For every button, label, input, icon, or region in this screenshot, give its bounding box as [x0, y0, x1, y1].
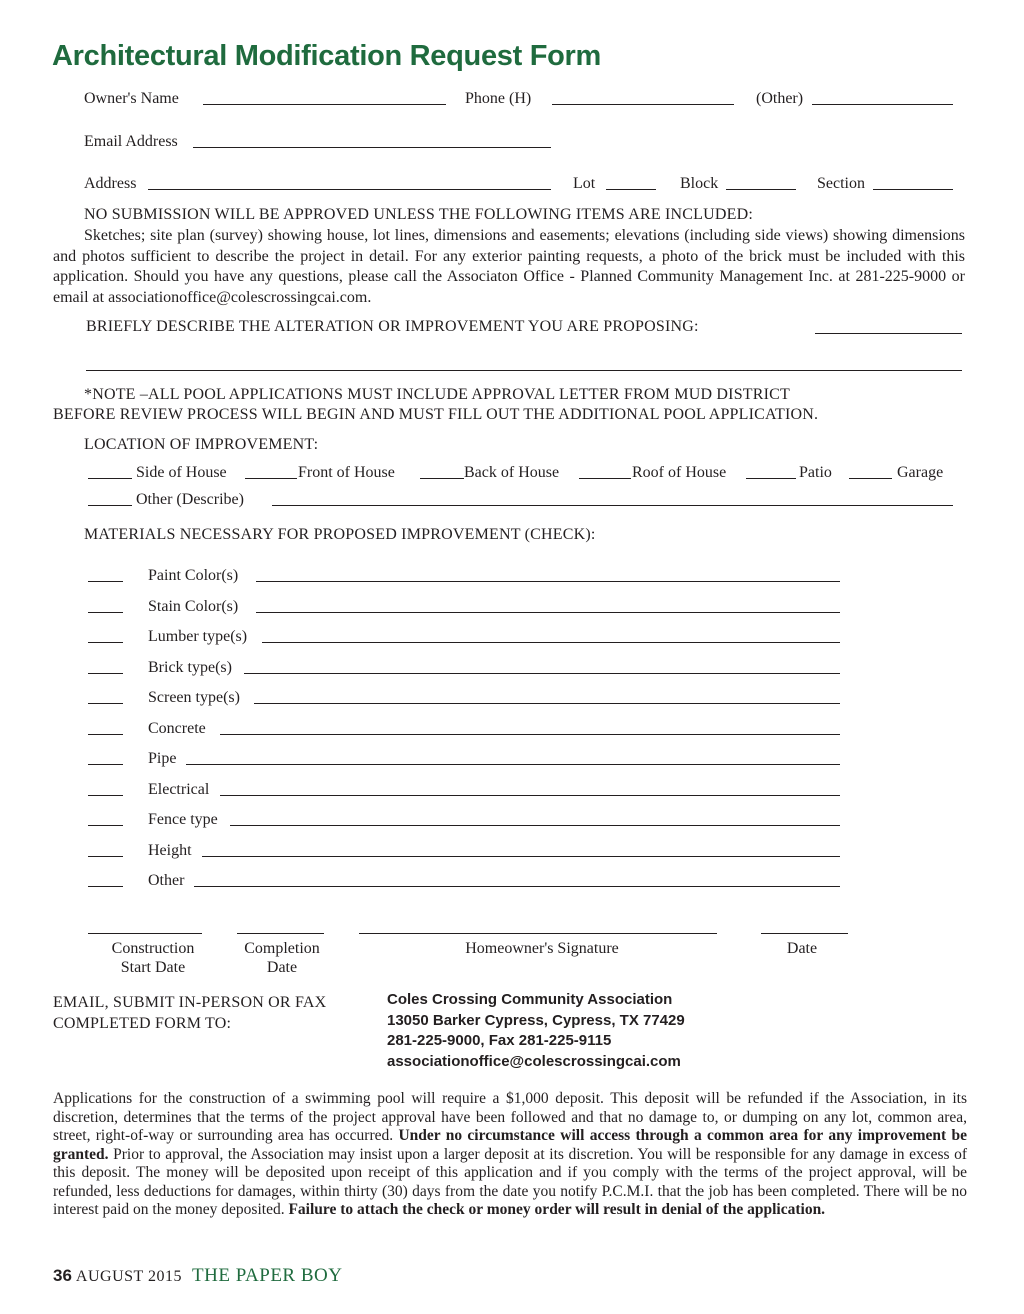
location-other-field[interactable] — [272, 505, 953, 506]
location-garage-label: Garage — [897, 464, 944, 481]
describe-field-1[interactable] — [815, 333, 962, 334]
location-back-label: Back of House — [464, 464, 560, 481]
material-check-fence[interactable] — [88, 825, 123, 826]
material-field-screen[interactable] — [254, 703, 840, 704]
requirements-heading: NO SUBMISSION WILL BE APPROVED UNLESS THE FOLLOWING ITEMS ARE INCLUDED: — [84, 206, 754, 223]
material-check-concrete[interactable] — [88, 734, 123, 735]
form-title: Architectural Modification Request Form — [52, 40, 602, 72]
deposit-terms-bold2: Failure to attach the check or money order will result in denial of the application. — [288, 1201, 826, 1218]
construction-start-date-label: Construction Start Date — [111, 940, 195, 976]
material-label-pipe: Pipe — [148, 750, 177, 767]
material-label-height: Height — [148, 842, 192, 859]
material-field-paint[interactable] — [256, 581, 840, 582]
describe-label: BRIEFLY DESCRIBE THE ALTERATION OR IMPROVEMENT YOU ARE PROPOSING: — [86, 318, 699, 335]
other-phone-field[interactable] — [812, 104, 953, 105]
location-check-back[interactable] — [420, 478, 464, 479]
page-number: 36 — [53, 1266, 72, 1285]
material-field-electrical[interactable] — [220, 795, 840, 796]
phone-field[interactable] — [552, 104, 734, 105]
material-field-pipe[interactable] — [186, 764, 840, 765]
location-check-side[interactable] — [88, 478, 132, 479]
material-check-brick[interactable] — [88, 673, 123, 674]
deposit-terms — [53, 1090, 967, 1220]
owner-name-field[interactable] — [203, 104, 446, 105]
material-check-stain[interactable] — [88, 612, 123, 613]
material-label-screen: Screen type(s) — [148, 689, 240, 706]
material-label-lumber: Lumber type(s) — [148, 628, 248, 645]
magazine-name: THE PAPER BOY — [192, 1265, 343, 1286]
signature-date-field[interactable] — [761, 933, 848, 934]
material-field-lumber[interactable] — [262, 642, 840, 643]
material-field-brick[interactable] — [244, 673, 840, 674]
material-check-other[interactable] — [88, 886, 123, 887]
contact-phone: 281-225-9000, Fax 281-225-9115 — [387, 1032, 612, 1049]
location-patio-label: Patio — [799, 464, 832, 481]
submit-instructions: EMAIL, SUBMIT IN-PERSON OR FAX COMPLETED FORM TO: — [53, 994, 327, 1032]
other-phone-label: (Other) — [756, 90, 804, 107]
material-label-concrete: Concrete — [148, 720, 206, 737]
address-label: Address — [84, 175, 137, 192]
material-check-lumber[interactable] — [88, 642, 123, 643]
block-field[interactable] — [726, 189, 796, 190]
location-side-label: Side of House — [136, 464, 227, 481]
email-label: Email Address — [84, 133, 178, 150]
pool-note-line2: BEFORE REVIEW PROCESS WILL BEGIN AND MUST FILL OUT THE ADDITIONAL POOL APPLICATION. — [53, 406, 819, 423]
email-field[interactable] — [193, 147, 551, 148]
material-field-other[interactable] — [194, 886, 840, 887]
materials-heading: MATERIALS NECESSARY FOR PROPOSED IMPROVEMENT (CHECK): — [84, 526, 596, 543]
contact-org: Coles Crossing Community Association — [387, 991, 673, 1008]
describe-field-2[interactable] — [86, 370, 962, 371]
completion-date-field[interactable] — [237, 933, 324, 934]
location-front-label: Front of House — [298, 464, 395, 481]
phone-label: Phone (H) — [465, 90, 532, 107]
lot-label: Lot — [573, 175, 596, 192]
location-check-other[interactable] — [88, 505, 132, 506]
location-other-label: Other (Describe) — [136, 491, 244, 508]
material-field-stain[interactable] — [256, 612, 840, 613]
material-field-height[interactable] — [202, 856, 840, 857]
section-label: Section — [817, 175, 865, 192]
lot-field[interactable] — [606, 189, 656, 190]
completion-date-label: Completion Date — [244, 940, 320, 976]
signature-date-label: Date — [786, 940, 818, 957]
section-field[interactable] — [873, 189, 953, 190]
material-check-electrical[interactable] — [88, 795, 123, 796]
pool-note-line1: *NOTE –ALL POOL APPLICATIONS MUST INCLUDE APPROVAL LETTER FROM MUD DISTRICT — [84, 386, 791, 403]
location-check-roof[interactable] — [579, 478, 631, 479]
contact-email[interactable]: associationoffice@colescrossingcai.com — [387, 1052, 681, 1070]
owner-name-label: Owner's Name — [84, 90, 179, 107]
location-heading: LOCATION OF IMPROVEMENT: — [84, 436, 319, 453]
material-field-fence[interactable] — [230, 825, 840, 826]
material-check-paint[interactable] — [88, 581, 123, 582]
material-check-height[interactable] — [88, 856, 123, 857]
homeowner-signature-field[interactable] — [359, 933, 717, 934]
contact-block — [387, 990, 685, 1072]
page-footer — [53, 1265, 342, 1287]
material-label-paint: Paint Color(s) — [148, 567, 239, 584]
material-label-stain: Stain Color(s) — [148, 598, 239, 615]
location-roof-label: Roof of House — [632, 464, 727, 481]
material-check-pipe[interactable] — [88, 764, 123, 765]
location-check-patio[interactable] — [746, 478, 796, 479]
location-check-front[interactable] — [245, 478, 297, 479]
deposit-terms-p2: Prior to approval, the Association may insist upon a larger deposit at its discretion. You will be responsible for any damage in excess of this deposit. The money will be deposited upon receipt of this application and if you comply with the terms of the project approval, will be refunded, less deductions for damages, within thirty (30) days from the date you notify P.C.M.I. that the job has been completed. There will be no interest paid on the money deposited. — [53, 1145, 967, 1218]
block-label: Block — [680, 175, 719, 192]
material-label-electrical: Electrical — [148, 781, 210, 798]
contact-address: 13050 Barker Cypress, Cypress, TX 77429 — [387, 1011, 685, 1029]
material-label-fence: Fence type — [148, 811, 218, 828]
material-label-other: Other — [148, 872, 185, 889]
homeowner-signature-label: Homeowner's Signature — [465, 940, 619, 957]
issue-date: AUGUST 2015 — [75, 1268, 183, 1285]
material-field-concrete[interactable] — [220, 734, 840, 735]
construction-start-date-field[interactable] — [88, 933, 202, 934]
address-field[interactable] — [148, 189, 551, 190]
requirements-body: Sketches; site plan (survey) showing house, lot lines, dimensions and easements; elevations (including side views) showing dimensions and photos sufficient to describe the project in detail. For any exterior painting requests, a photo of the brick must be included with this application. Should you have any questions, please call the Associaton Office - Planned Community Management Inc. at 281-225-9000 or email at associationoffice@colescrossingcai.com. — [53, 227, 965, 306]
location-check-garage[interactable] — [849, 478, 892, 479]
material-check-screen[interactable] — [88, 703, 123, 704]
material-label-brick: Brick type(s) — [148, 659, 232, 676]
deposit-terms-p1: Applications for the construction of a swimming pool will require a $1,000 deposit. This deposit will be refunded if the Association, in its discretion, determines that the terms of the project approval have been followed and that no damage to, or dumping on any lot, common area, street, right-of-way or surrounding area has occurred. — [53, 1090, 967, 1144]
deposit-terms-bold1: Under no circumstance will access through a common area for any improvement be granted. — [53, 1127, 967, 1163]
